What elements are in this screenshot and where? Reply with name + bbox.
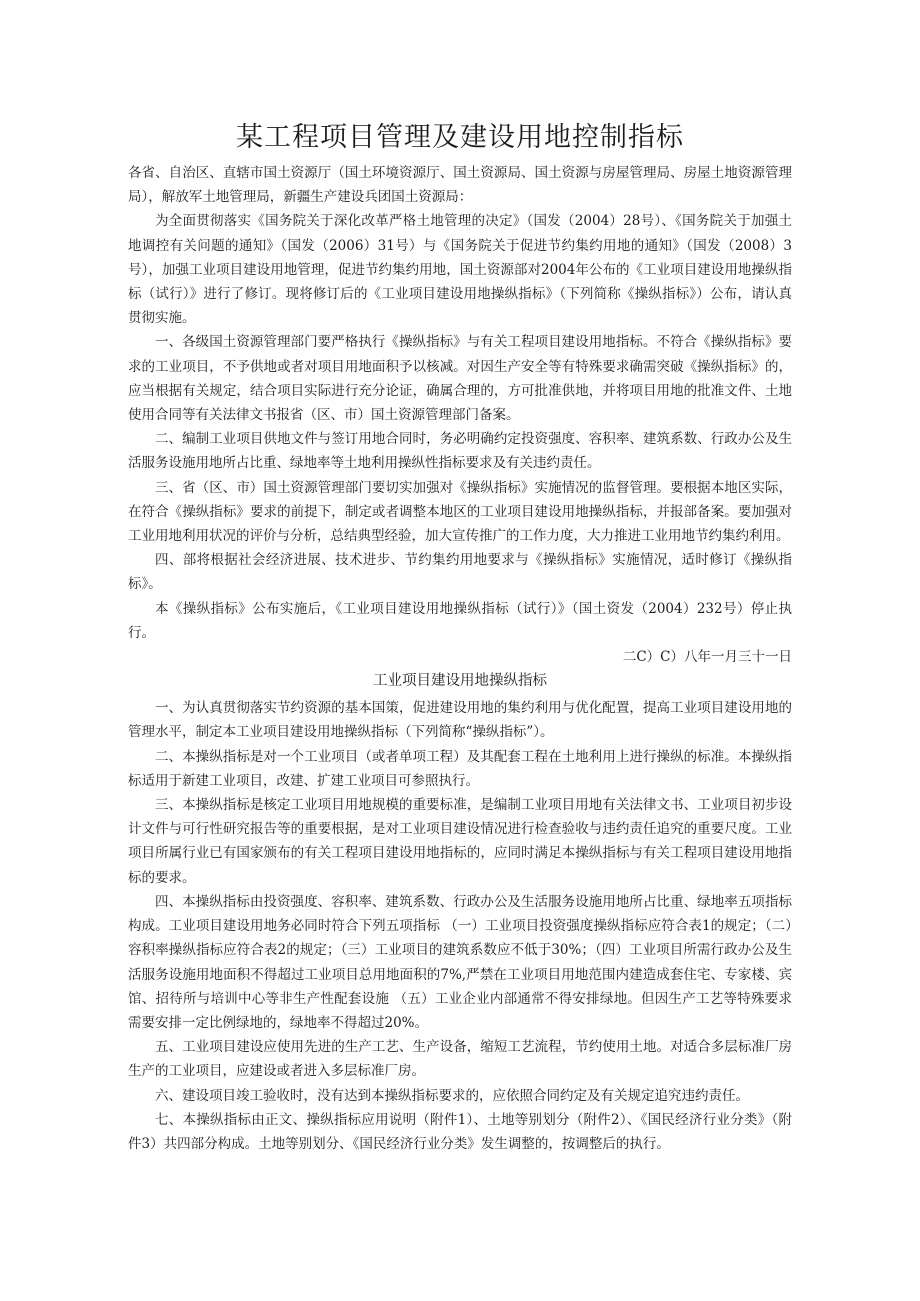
annex-item-6: 六、建设项目竣工验收时，没有达到本操纵指标要求的，应依照合同约定及有关规定追究违约责任。 [155,1087,749,1104]
notice-closing: 本《操纵指标》公布实施后，《工业项目建设用地操纵指标（试行）》（国土资发（2004）232号）停止执行。 [128,600,792,641]
notice-item-4: 四、部将根据社会经济进展、技术进步、节约集约用地要求与《操纵指标》实施情况，适时修订《操纵指标》。 [128,552,792,593]
annex-item-2: 二、本操纵指标是对一个工业项目（或者单项工程）及其配套工程在土地利用上进行操纵的标准。本操纵指标适用于新建工业项目，改建、扩建工业项目可参照执行。 [128,748,792,789]
annex-title: 工业项目建设用地操纵指标 [373,673,547,690]
annex-item-3: 三、本操纵指标是核定工业项目用地规模的重要标准，是编制工业项目用地有关法律文书、工业项目初步设计文件与可行性研究报告等的重要根据，是对工业项目建设情况进行检查验收与违约责任追究的重要尺度。工业项目所属行业已有国家颁布的有关工程项目建设用地指标的，应同时满足本操纵指标与有关工程项目建设用地指标的要求。 [128,797,792,886]
notice-item-1: 一、各级国土资源管理部门要严格执行《操纵指标》与有关工程项目建设用地指标。不符合《操纵指标》要求的工业项目，不予供地或者对项目用地面积予以核减。对因生产安全等有特殊要求确需突破《操纵指标》的，应当根据有关规定，结合项目实际进行充分论证，确属合理的，方可批准供地，并将项目用地的批准文件、土地使用合同等有关法律文书报省（区、市）国土资源管理部门备案。 [128,334,792,424]
document-date: 二C）C）八年一月三十一日 [622,649,792,666]
annex-item-1: 一、为认真贯彻落实节约资源的基本国策，促进建设用地的集约利用与优化配置，提高工业项目建设用地的管理水平，制定本工业项目建设用地操纵指标（下列简称“操纵指标”）。 [128,700,792,741]
addressee-paragraph: 各省、自治区、直辖市国土资源厅（国土环境资源厅、国土资源局、国土资源与房屋管理局、房屋土地资源管理局），解放军土地管理局，新疆生产建设兵团国土资源局： [128,165,792,206]
intro-paragraph: 为全面贯彻落实《国务院关于深化改革严格土地管理的决定》（国发（2004）28号）、《国务院关于加强土地调控有关问题的通知》（国发（2006）31号）与《国务院关于促进节约集约用地的通知》（国发（2008）3号），加强工业项目建设用地管理，促进节约集约用地，国土资源部对2004年公布的《工业项目建设用地操纵指标（试行）》进行了修订。现将修订后的《工业项目建设用地操纵指标》（下列简称《操纵指标》）公布，请认真贯彻实施。 [128,213,792,327]
annex-item-5: 五、工业项目建设应使用先进的生产工艺、生产设备，缩短工艺流程，节约使用土地。对适合多层标准厂房生产的工业项目，应建设或者进入多层标准厂房。 [128,1039,792,1080]
notice-item-2: 二、编制工业项目供地文件与签订用地合同时，务必明确约定投资强度、容积率、建筑系数、行政办公及生活服务设施用地所占比重、绿地率等土地利用操纵性指标要求及有关违约责任。 [128,431,792,472]
document-page [128,118,792,1156]
notice-item-3: 三、省（区、市）国土资源管理部门要切实加强对《操纵指标》实施情况的监督管理。要根据本地区实际，在符合《操纵指标》要求的前提下，制定或者调整本地区的工业项目建设用地操纵指标，并报部备案。要加强对工业用地利用状况的评价与分析，总结典型经验，加大宣传推广的工作力度，大力推进工业用地节约集约利用。 [128,479,792,545]
annex-item-4: 四、本操纵指标由投资强度、容积率、建筑系数、行政办公及生活服务设施用地所占比重、绿地率五项指标构成。工业项目建设用地务必同时符合下列五项指标 （一）工业项目投资强度操纵指标应符合表1的规定；（二）容积率操纵指标应符合表2的规定；（三）工业项目的建筑系数应不低于30%；（四）工业项目所需行政办公及生活服务设施用地面积不得超过工业项目总用地面积的7%,严禁在工业项目用地范围内建造成套住宅、专家楼、宾馆、招待所与培训中心等非生产性配套设施 （五）工业企业内部通常不得安排绿地。但因生产工艺等特殊要求需要安排一定比例绿地的，绿地率不得超过20%。 [128,893,792,1031]
document-title: 某工程项目管理及建设用地控制指标 [236,122,684,153]
annex-item-7: 七、本操纵指标由正文、操纵指标应用说明（附件1）、土地等别划分（附件2）、《国民经济行业分类》（附件3）共四部分构成。土地等别划分、《国民经济行业分类》发生调整的，按调整后的执行。 [128,1111,792,1152]
